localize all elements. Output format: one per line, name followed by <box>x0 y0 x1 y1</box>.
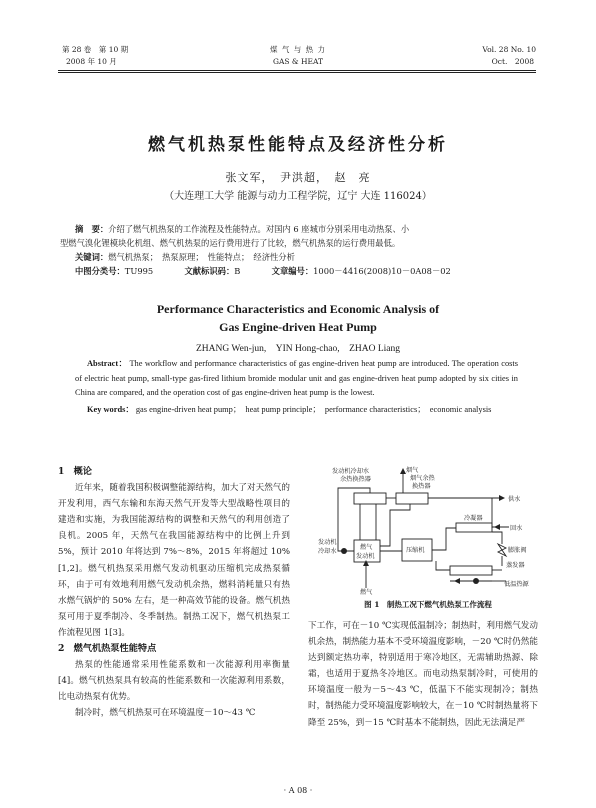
doc-code-label: 文献标识码： <box>184 266 235 276</box>
figure-1-caption: 图 1 制热工况下燃气机热泵工作流程 <box>364 600 492 609</box>
label-compressor: 压缩机 <box>406 547 425 554</box>
label-supply-water: 供水 <box>508 496 521 503</box>
title-en-line2: Gas Engine-driven Heat Pump <box>219 320 377 334</box>
abstract-cn-line1: 介绍了燃气机热泵的工作流程及性能特点。对国内 6 座城市分别采用电动热泵、小 <box>108 224 410 234</box>
section-2-title: 2 燃气机热泵性能特点 <box>58 643 157 655</box>
left-column <box>58 464 290 722</box>
label-return-water: 回水 <box>510 525 523 532</box>
flue-gas-hx-box <box>396 493 428 504</box>
coolant-pump-symbol <box>341 548 347 554</box>
authors-en: ZHANG Wen-jun, YIN Hong-chao, ZHAO Liang <box>195 344 401 354</box>
section-1-title: 1 概论 <box>58 466 92 477</box>
label-engine-coolant: 发动机冷却水 <box>332 468 370 475</box>
label-flue-gas-hx-1: 烟气余热 <box>410 475 435 482</box>
label-expansion-valve: 膨胀阀 <box>508 547 527 554</box>
label-engine-cw-1: 发动机 <box>318 539 337 546</box>
low-temp-arrow <box>454 578 460 584</box>
label-low-temp-source: 低温热源 <box>504 581 529 588</box>
header-date-cn: 2008 年 10 月 <box>66 57 117 66</box>
header-volume-en: Vol. 28 No. 10 <box>482 45 536 54</box>
para-1: 近年来，随着我国积极调整能源结构，加大了对天然气的开发利用，西气东输和东海天然气开发等大型战略性项目的建造和实施，为我国能源结构的调整和天然气的利用创造了良机。2005 年，天然气在我国能源结构中的比例上升到 5%，预计 2010 年将达到 7%～8%，2015 年将超过 10%[1,2]。燃气机热泵采用燃气发动机驱动压缩机完成热泵循环，由于可有效地利用燃气发动机余热，燃料消耗量只有热水燃气锅炉的 50% 左右，是一种高效节能的设备。燃气机热泵可用于夏季制冷、冬季制热。制热工况下，燃气机热泵工作流程见图 1[3]。 <box>58 483 290 638</box>
article-no-label: 文章编号： <box>271 266 314 276</box>
header-volume: 第 28 卷 第 10 期 <box>62 45 129 54</box>
source-pump-symbol <box>473 578 479 584</box>
supply-water-arrow <box>499 495 505 501</box>
evaporator-box <box>450 566 492 575</box>
keywords-cn-label: 关键词： <box>75 252 109 262</box>
doc-code-value: B <box>234 266 241 276</box>
article-no-value: 1000－4416(2008)10－0A08－02 <box>313 266 451 276</box>
label-flue-gas-hx-2: 换热器 <box>412 483 431 490</box>
gas-inlet-arrow <box>363 560 369 566</box>
para-right: 下工作，可在－10 ℃实现低温制冷；制热时，利用燃气发动机余热，制热能力基本不受环境温度影响，－20 ℃时仍然能达到额定热功率，特别适用于寒冷地区，无需辅助热源、除霜，也适用于夏热冬冷地区。而电动热泵制冷时，可使用的环境温度一般为－5～43 ℃，低温下不能实现制冷；制热时，制热能力受环境温度影响较大，在－10 ℃时制热量将下降至 25%，到－15 ℃时基本不能制热，因此无法满足严 <box>308 621 538 728</box>
label-condenser: 冷凝器 <box>464 515 483 522</box>
header-journal-en: GAS & HEAT <box>272 57 323 66</box>
label-waste-heat-hx: 余热换热器 <box>340 476 371 483</box>
label-flue-gas-top: 烟气 <box>406 467 419 474</box>
header-rule <box>58 70 536 71</box>
label-gas-engine-2: 发动机 <box>356 553 375 560</box>
keywords-en-label: Key words： <box>87 404 134 414</box>
clc-label: 中图分类号： <box>75 266 125 276</box>
title-en-line1: Performance Characteristics and Economic Analysis of <box>156 302 440 316</box>
right-column <box>308 618 538 731</box>
label-engine-cw-2: 冷却水 <box>318 548 337 555</box>
expansion-valve-symbol <box>498 544 506 556</box>
affiliation-cn: （大连理工大学 能源与动力工程学院，辽宁 大连 116024） <box>164 191 432 202</box>
title-cn: 燃气机热泵性能特点及经济性分析 <box>148 135 448 155</box>
header-date-en: Oct. 2008 <box>491 57 534 66</box>
keywords-cn: 燃气机热泵； 热泵原理； 性能特点； 经济性分析 <box>108 252 295 262</box>
para-3: 制冷时，燃气机热泵可在环境温度－10～43 ℃ <box>75 708 256 719</box>
header-journal-cn: 煤 气 与 热 力 <box>269 45 327 54</box>
return-water-arrow <box>494 524 500 530</box>
waste-heat-hx-box <box>354 493 386 504</box>
para-2: 热泵的性能通常采用性能系数和一次能源利用率衡量[4]。燃气机热泵具有较高的性能系数和一次能源利用系数，比电动热泵有优势。 <box>58 660 290 703</box>
condenser-box <box>456 523 492 532</box>
label-evaporator: 蒸发器 <box>506 562 525 569</box>
label-gas-in: 燃气 <box>360 589 373 596</box>
authors-cn: 张文军， 尹洪超， 赵 亮 <box>225 171 371 184</box>
abstract-en <box>75 357 518 417</box>
header-rule-2 <box>58 72 536 73</box>
clc-value: TU995 <box>124 266 154 276</box>
keywords-en: gas engine-driven heat pump； heat pump principle； performance characteristics； economic analysis <box>135 404 492 414</box>
figure-1-diagram <box>306 466 538 596</box>
abstract-en-label: Abstract： <box>87 359 128 368</box>
label-gas-engine-1: 燃气 <box>360 544 373 551</box>
page-number: · A 08 · <box>283 786 313 795</box>
abstract-cn-line2: 型燃气溴化锂模块化机组、燃气机热泵的运行费用进行了比较，燃气机热泵的运行费用最低。 <box>60 238 401 248</box>
abstract-cn <box>60 222 517 278</box>
abstract-en-text: The workflow and performance characteristics of gas engine-driven heat pump are introduced. The operation costs of electric heat pump, small-type gas-fired lithium bromide modular unit and gas engine-driven heat pump adopted by six cities in China are compared, and the operation cost of gas engine-driven heat pump is the lowest. <box>75 359 519 397</box>
abstract-cn-label: 摘 要： <box>75 224 109 234</box>
